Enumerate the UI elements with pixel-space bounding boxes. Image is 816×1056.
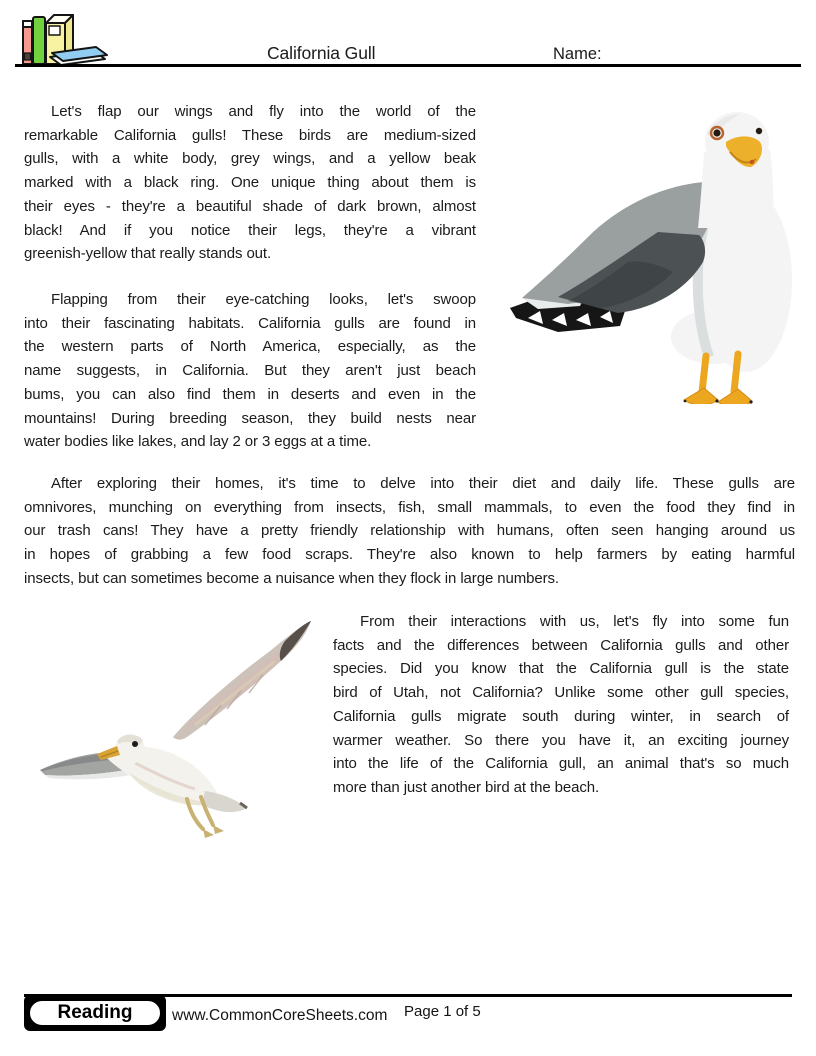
passage-line: bums, you can also find them in deserts and even in the xyxy=(24,385,476,403)
paragraph-2 xyxy=(24,288,476,454)
passage-line: name suggests, in California. But they aren't just beach xyxy=(24,362,476,380)
passage-line: insects, but can sometimes become a nuisance when they flock in large numbers. xyxy=(24,569,559,587)
passage-line: remarkable California gulls! These birds are medium-sized xyxy=(24,126,476,144)
passage-line: bird of Utah, not California? Unlike some other gull species, xyxy=(333,684,789,702)
passage-line: mountains! During breeding season, they build nests near xyxy=(24,409,476,427)
page-title: California Gull xyxy=(267,43,376,63)
passage-line: After exploring their homes, it's time to delve into their diet and daily life. These gulls are xyxy=(51,475,795,492)
passage-line: water bodies like lakes, and lay 2 or 3 eggs at a time. xyxy=(24,433,372,451)
flying-gull-image xyxy=(35,613,325,841)
passage-line: species. Did you know that the California gull is the state xyxy=(333,660,789,678)
passage-line: in hopes of grabbing a few food scraps. They're also known to help farmers by eating harmful xyxy=(24,546,795,564)
passage-line: facts and the differences between California gulls and other xyxy=(333,636,789,654)
passage-line: into their fascinating habitats. California gulls are found in xyxy=(24,314,476,332)
passage-line: Let's flap our wings and fly into the world of the xyxy=(51,103,476,120)
standing-gull-image xyxy=(508,112,792,404)
reading-badge-label: Reading xyxy=(28,999,162,1027)
passage-line: From their interactions with us, let's fly into some fun xyxy=(360,613,789,630)
passage-line: our trash cans! They have a pretty friendly relationship with humans, often seen hanging around us xyxy=(24,522,795,540)
paragraph-4 xyxy=(333,610,789,800)
name-label: Name: xyxy=(553,45,602,63)
passage-line: the western parts of North America, especially, as the xyxy=(24,338,476,356)
passage-line: into the life of the California gull, an animal that's so much xyxy=(333,755,789,773)
passage-line: marked with a black ring. One unique thing about them is xyxy=(24,174,476,192)
website-url: www.CommonCoreSheets.com xyxy=(172,1007,388,1024)
passage-line: greenish-yellow that really stands out. xyxy=(24,245,272,263)
paragraph-3 xyxy=(24,472,795,591)
passage-line: warmer weather. So there you have it, an exciting journey xyxy=(333,731,789,749)
passage-line: gulls, with a white body, grey wings, and a yellow beak xyxy=(24,150,476,168)
paragraph-1 xyxy=(24,100,476,266)
passage-line: Flapping from their eye-catching looks, let's swoop xyxy=(51,291,476,308)
passage-line: their eyes - they're a beautiful shade of dark brown, almost xyxy=(24,197,476,215)
reading-badge xyxy=(24,995,166,1031)
passage-line: black! And if you notice their legs, they're a vibrant xyxy=(24,221,476,239)
header-rule xyxy=(15,64,801,67)
books-icon xyxy=(20,11,112,67)
passage-line: more than just another bird at the beach. xyxy=(333,778,600,796)
page-number: Page 1 of 5 xyxy=(404,1003,481,1020)
passage-line: omnivores, munching on everything from insects, fish, small mammals, to even the food they find in xyxy=(24,498,795,516)
passage-line: California gulls migrate south during winter, in search of xyxy=(333,707,789,725)
